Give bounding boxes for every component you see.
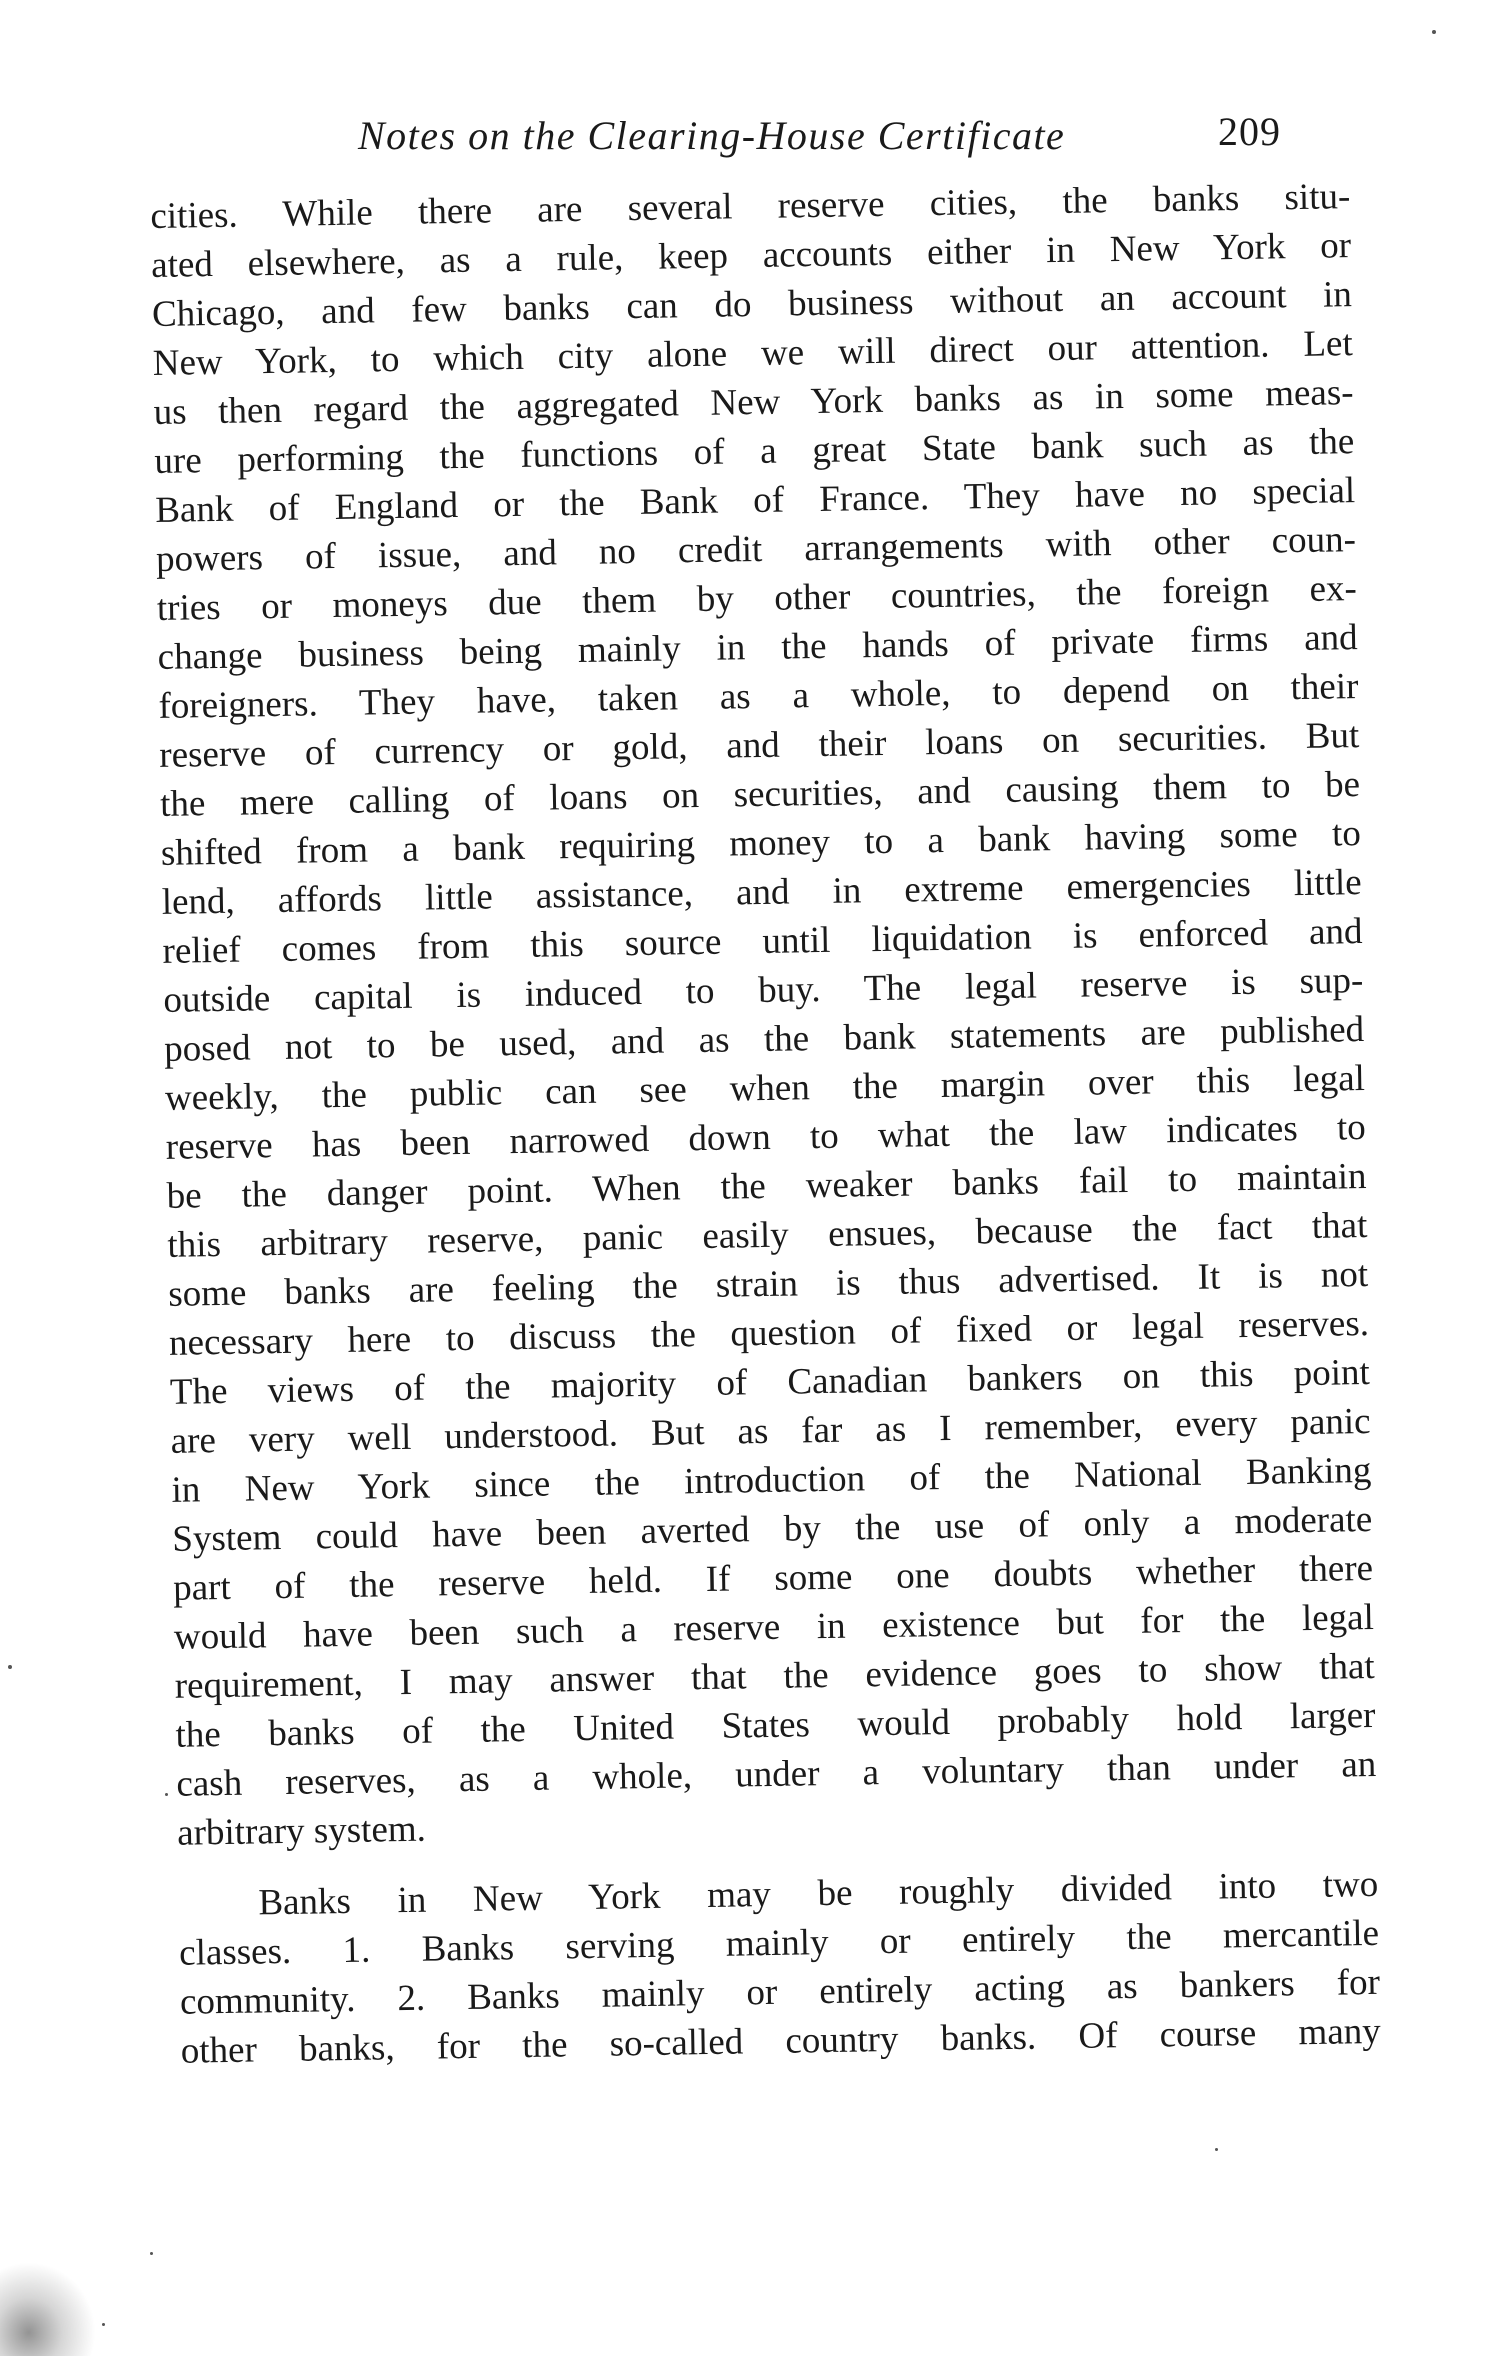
text-line: the mere calling of loans on securities, and causing them to be (159, 764, 1361, 825)
text-line: relief comes from this source until liquidation is enforced and (162, 911, 1363, 972)
text-line: arbitrary system. (176, 1808, 427, 1854)
text-line: weekly, the public can see when the margin over this legal (164, 1057, 1366, 1119)
text-line: ated elsewhere, as a rule, keep accounts either in New York or (150, 225, 1352, 286)
paper-speck (165, 1793, 168, 1796)
text-line: reserve has been narrowed down to what the law indicates to (165, 1106, 1367, 1168)
paragraph-1 (150, 172, 1377, 1858)
text-line: would have been such a reserve in existence but for the legal (173, 1596, 1375, 1658)
corner-smudge (0, 2262, 96, 2356)
text-line: classes. 1. Banks serving mainly or entirely the mercantile (178, 1912, 1380, 1974)
text-line: cities. While there are several reserve cities, the banks situ- (150, 176, 1351, 237)
paper-speck (1215, 2148, 1218, 2151)
text-line: New York, to which city alone we will direct our attention. Let (152, 323, 1354, 384)
running-head-title: Notes on the Clearing-House Certificate (358, 113, 1066, 158)
text-line: requirement, I may answer that the evidence goes to show that (174, 1645, 1375, 1707)
text-line: cash reserves, as a whole, under a voluntary than under an (176, 1743, 1377, 1805)
text-line: community. 2. Banks mainly or entirely acting as bankers for (179, 1961, 1381, 2023)
paragraph-2 (178, 1860, 1381, 2076)
page-number: 209 (1218, 109, 1281, 154)
text-line: outside capital is induced to buy. The legal reserve is sup- (163, 959, 1364, 1021)
paper-speck (1432, 30, 1436, 34)
text-line: lend, affords little assistance, and in extreme emergencies little (161, 862, 1362, 923)
text-line: in New York since the introduction of the National Banking (171, 1449, 1372, 1511)
text-line: change business being mainly in the hands of private firms and (157, 617, 1358, 678)
text-line: other banks, for the so-called country banks. Of course many (180, 2010, 1382, 2072)
paper-speck (8, 1665, 12, 1669)
text-line: Bank of England or the Bank of France. They have no special (154, 470, 1356, 531)
text-line: tries or moneys due them by other countries, the foreign ex- (156, 568, 1358, 629)
paper-speck (150, 2252, 153, 2255)
paper-speck (102, 2323, 105, 2326)
text-line: ure performing the functions of a great State bank such as the (154, 421, 1355, 482)
text-line: be the danger point. When the weaker banks fail to maintain (166, 1155, 1367, 1217)
text-line: System could have been averted by the use of only a moderate (172, 1498, 1373, 1560)
text-line: this arbitrary reserve, panic easily ensues, because the fact that (167, 1204, 1368, 1266)
text-line: necessary here to discuss the question of fixed or legal reserves. (168, 1302, 1370, 1364)
text-line: some banks are feeling the strain is thus advertised. It is not (167, 1253, 1369, 1315)
text-line: shifted from a bank requiring money to a bank having some to (160, 813, 1362, 874)
text-line: powers of issue, and no credit arrangements with other coun- (155, 519, 1357, 580)
text-line: The views of the majority of Canadian bankers on this point (169, 1351, 1371, 1413)
text-line: foreigners. They have, taken as a whole, to depend on their (158, 666, 1359, 727)
text-line: reserve of currency or gold, and their loans on securities. But (159, 715, 1360, 776)
text-line: the banks of the United States would probably hold larger (175, 1694, 1376, 1756)
text-line: Chicago, and few banks can do business without an account in (151, 274, 1353, 335)
text-line: posed not to be used, and as the bank statements are published (163, 1008, 1365, 1070)
body-text (150, 172, 1381, 2076)
text-line: Banks in New York may be roughly divided into two (258, 1863, 1379, 1924)
text-line: us then regard the aggregated New York banks as in some meas- (153, 372, 1354, 433)
text-line: are very well understood. But as far as I remember, every panic (170, 1400, 1371, 1462)
text-line: part of the reserve held. If some one doubts whether there (172, 1547, 1374, 1609)
